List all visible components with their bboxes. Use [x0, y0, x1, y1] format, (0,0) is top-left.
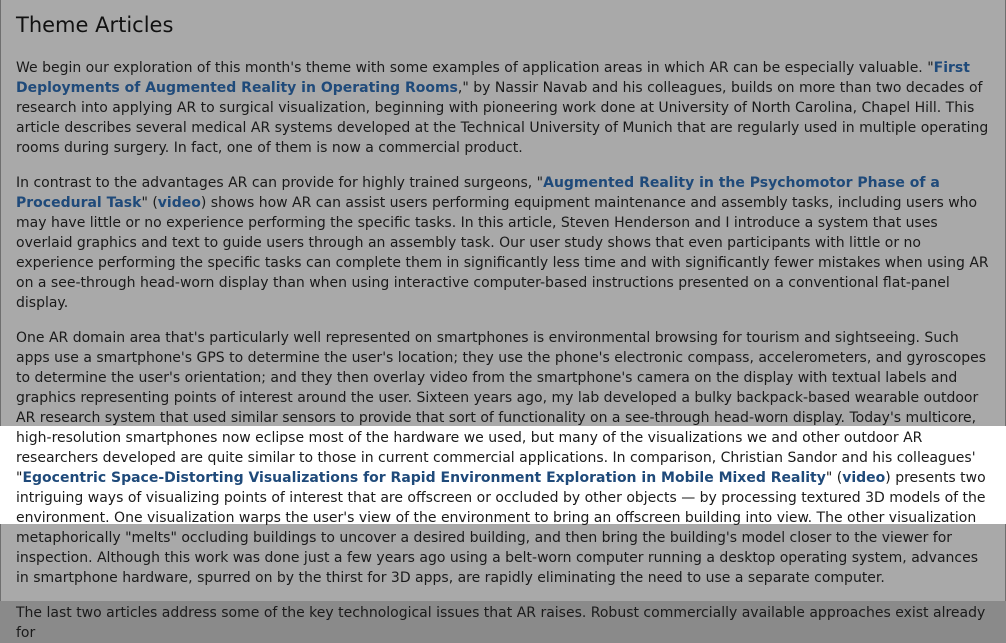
paragraph-2: In contrast to the advantages AR can provide for highly trained surgeons, "Augmented Reality in the Psychomotor Phase of a Procedural Task" (video) shows how AR can assist users performing equipment maintenance and assembly tasks, including users who may have little or no experience performing the specific tasks. In this article, Steven Henderson and I introduce a system that uses overlaid graphics and text to guide users through an assembly task. Our user study shows that even participants with little or no experience performing the specific tasks can complete them in significantly less time and with significantly fewer mistakes when using AR on a see-through head-worn display than when using interactive computer-based instructions presented on a conventional flat-panel display.: [16, 175, 989, 311]
link-video-2[interactable]: video: [842, 470, 886, 486]
paragraph-1: We begin our exploration of this month's theme with some examples of application areas in which AR can be especially valuable. "First Deployments of Augmented Reality in Operating Rooms," by Nassir Navab and his colleagues, builds on more than two decades of research into applying AR to surgical visualization, beginning with pioneering work done at University of North Carolina, Chapel Hill. This article describes several medical AR systems developed at the Technical University of Munich that are regularly used in multiple operating rooms during surgery. In fact, one of them is now a commercial product.: [16, 60, 989, 156]
article-content: [16, 0, 991, 643]
link-psychomotor[interactable]: Augmented Reality in the Psychomotor Phase of a Procedural Task: [16, 175, 940, 211]
link-egocentric[interactable]: Egocentric Space-Distorting Visualizations for Rapid Environment Exploration in Mobile Mixed Reality: [22, 470, 826, 486]
link-video-1[interactable]: video: [157, 195, 201, 211]
paragraph-4: The last two articles address some of the key technological issues that AR raises. Robust commercially available approaches exist already for: [16, 605, 986, 641]
link-operating-rooms[interactable]: First Deployments of Augmented Reality in Operating Rooms: [16, 60, 970, 96]
page-title: Theme Articles: [16, 13, 174, 37]
paragraph-3: One AR domain area that's particularly well represented on smartphones is environmental browsing for tourism and sightseeing. Such apps use a smartphone's GPS to determine the user's location; they use the phone's electronic compass, accelerometers, and gyroscopes to determine the user's orientation; and they then overlay video from the smartphone's camera on the display with textual labels and graphics representing points of interest around the user. Sixteen years ago, my lab developed a bulky backpack-based wearable outdoor AR research system that used similar sensors to provide that sort of functionality on a see-through head-worn display. Today's multicore, high-resolution smartphones now eclipse most of the hardware we used, but many of the visualizations we and other outdoor AR researchers developed are quite similar to those in current commercial applications. In comparison, Christian Sandor and his colleagues' "Egocentric Space-Distorting Visualizations for Rapid Environment Exploration in Mobile Mixed Reality" (video) presents two intriguing ways of visualizing points of interest that are offscreen or occluded by other objects — by processing textured 3D models of the environment. One visualization warps the user's view of the environment to bring an offscreen building into view. The other visualization metaphorically "melts" occluding buildings to uncover a desired building, and then bring the building's model closer to the viewer for inspection. Although this work was done just a few years ago using a belt-worn computer running a desktop operating system, advances in smartphone hardware, spurred on by the thirst for 3D apps, are rapidly eliminating the need to use a separate computer.: [16, 330, 987, 586]
